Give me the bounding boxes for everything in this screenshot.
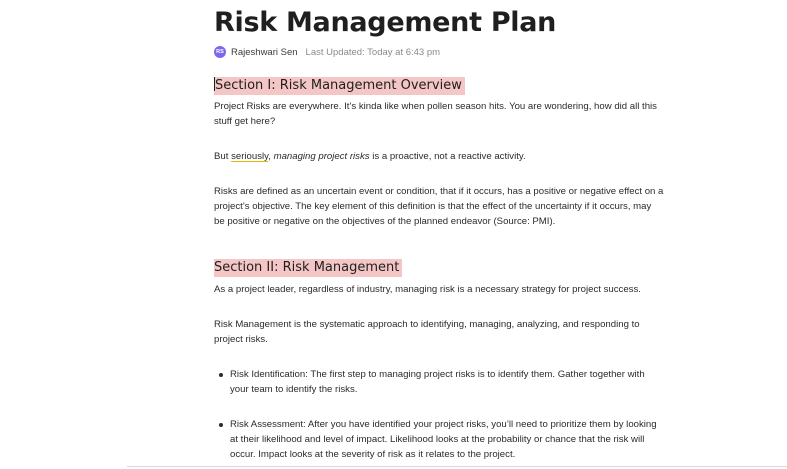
paragraph[interactable]: Risk Management is the systematic approach to identifying, managing, analyzing, and responding to project risks. [214,319,640,345]
list-item-text: Risk Identification: The first step to managing project risks is to identify them. Gather together with your team to identify the risks. [230,369,645,395]
paragraph[interactable]: Project Risks are everywhere. It’s kinda like when pollen season hits. You are wondering, how did all this stuff get here? [214,101,657,127]
paragraph[interactable]: Risks are defined as an uncertain event or condition, that if it occurs, has a positive or negative effect on a project’s objective. The key element of this definition is that the effect of the uncertainty if it occurs, may be positive or negative on the objectives of the planned endeavor (Source: PMI). [214,186,664,227]
section-heading-risk-management[interactable]: Section II: Risk Management [214,259,402,277]
section-heading-overview[interactable] [214,77,465,95]
last-updated: Last Updated: Today at 6:43 pm [305,46,441,58]
bullet-dot [219,373,223,377]
list-item-text: Risk Assessment: After you have identified your project risks, you’ll need to prioritize them by looking at their likelihood and level of impact. Likelihood looks at the probability or chance that the risk will occur. Impact looks at the severity of risk as it relates to the project. [230,419,657,460]
italic-text: managing project risks [273,151,370,162]
divider [127,466,787,467]
avatar[interactable]: RS [214,46,226,58]
author-name[interactable]: Rajeshwari Sen [231,46,298,58]
document-meta [214,45,440,59]
bullet-dot [219,423,223,427]
spellcheck-word: seriously [231,151,269,162]
text-run: , [268,151,274,162]
section-heading-text: Section I: Risk Management Overview [215,78,462,93]
text-run: is a proactive, not a reactive activity. [369,151,526,162]
paragraph[interactable] [214,149,664,164]
page-title: Risk Management Plan [214,7,557,38]
paragraph[interactable]: As a project leader, regardless of industry, managing risk is a necessary strategy for project success. [214,284,641,295]
text-run: But [214,151,232,162]
